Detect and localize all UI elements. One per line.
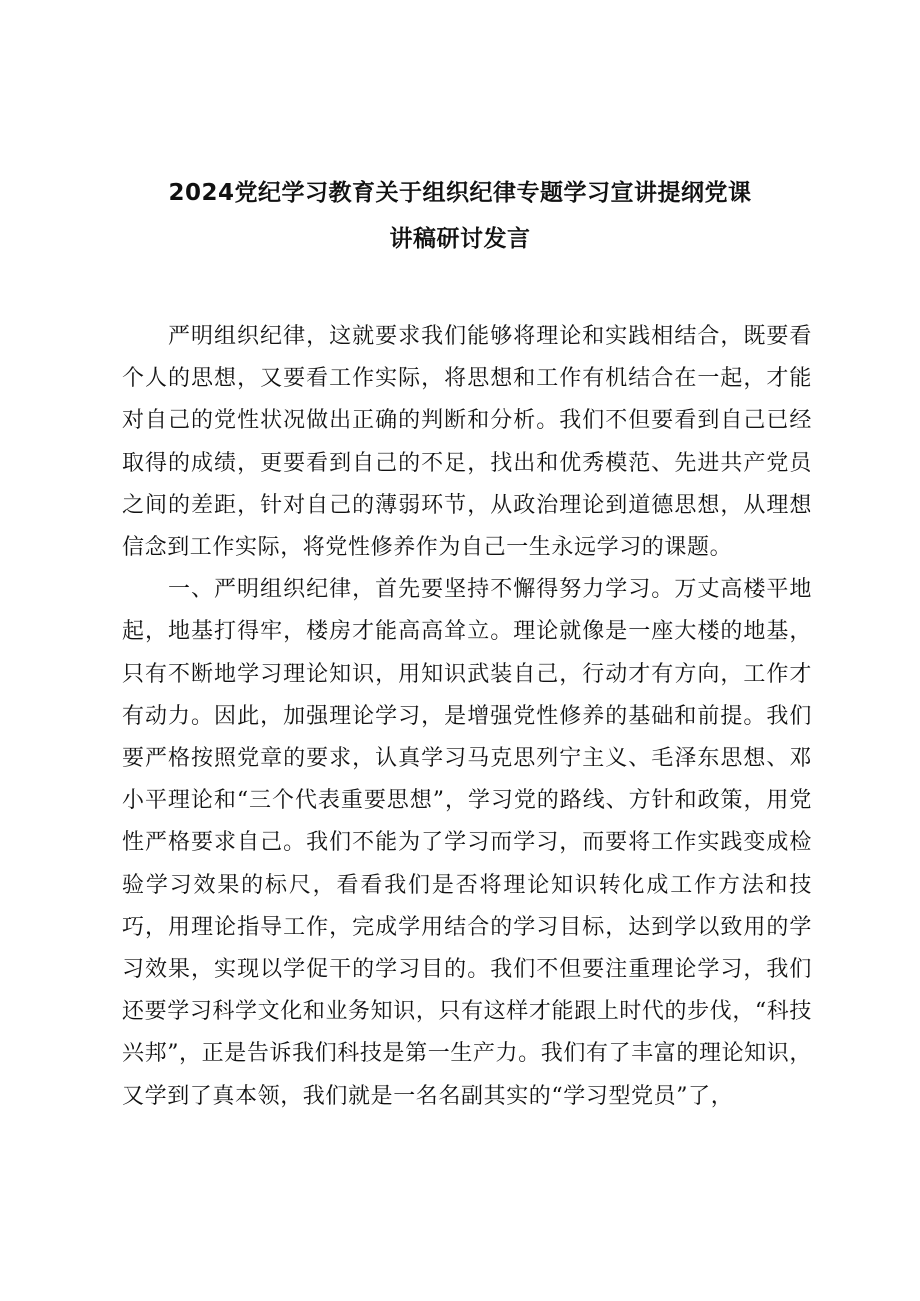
title-line-2: 讲稿研讨发言 <box>389 226 531 252</box>
paragraph-section-1: 一、严明组织纪律，首先要坚持不懈得努力学习。万丈高楼平地起，地基打得牢，楼房才能高高耸立。理论就像是一座大楼的地基，只有不断地学习理论知识，用知识武装自己，行动才有方向，工作才有动力。因此，加强理论学习，是增强党性修养的基础和前提。我们要严格按照党章的要求，认真学习马克思列宁主义、毛泽东思想、邓小平理论和“三个代表重要思想”，学习党的路线、方针和政策，用党性严格要求自己。我们不能为了学习而学习，而要将工作实践变成检验学习效果的标尺，看看我们是否将理论知识转化成工作方法和技巧，用理论指导工作，完成学用结合的学习目标，达到学以致用的学习效果，实现以学促干的学习目的。我们不但要注重理论学习，我们还要学习科学文化和业务知识，只有这样才能跟上时代的步伐，“科技兴邦”，正是告诉我们科技是第一生产力。我们有了丰富的理论知识，又学到了真本领，我们就是一名名副其实的“学习型党员”了， <box>122 577 812 1109</box>
document-body <box>122 316 812 1118</box>
title-line-1: 2024党纪学习教育关于组织纪律专题学习宣讲提纲党课 <box>168 180 752 206</box>
document-title <box>0 170 920 262</box>
paragraph-intro: 严明组织纪律，这就要求我们能够将理论和实践相结合，既要看个人的思想，又要看工作实际，将思想和工作有机结合在一起，才能对自己的党性状况做出正确的判断和分析。我们不但要看到自己已经取得的成绩，更要看到自己的不足，找出和优秀模范、先进共产党员之间的差距，针对自己的薄弱环节，从政治理论到道德思想，从理想信念到工作实际，将党性修养作为自己一生永远学习的课题。 <box>122 324 812 561</box>
